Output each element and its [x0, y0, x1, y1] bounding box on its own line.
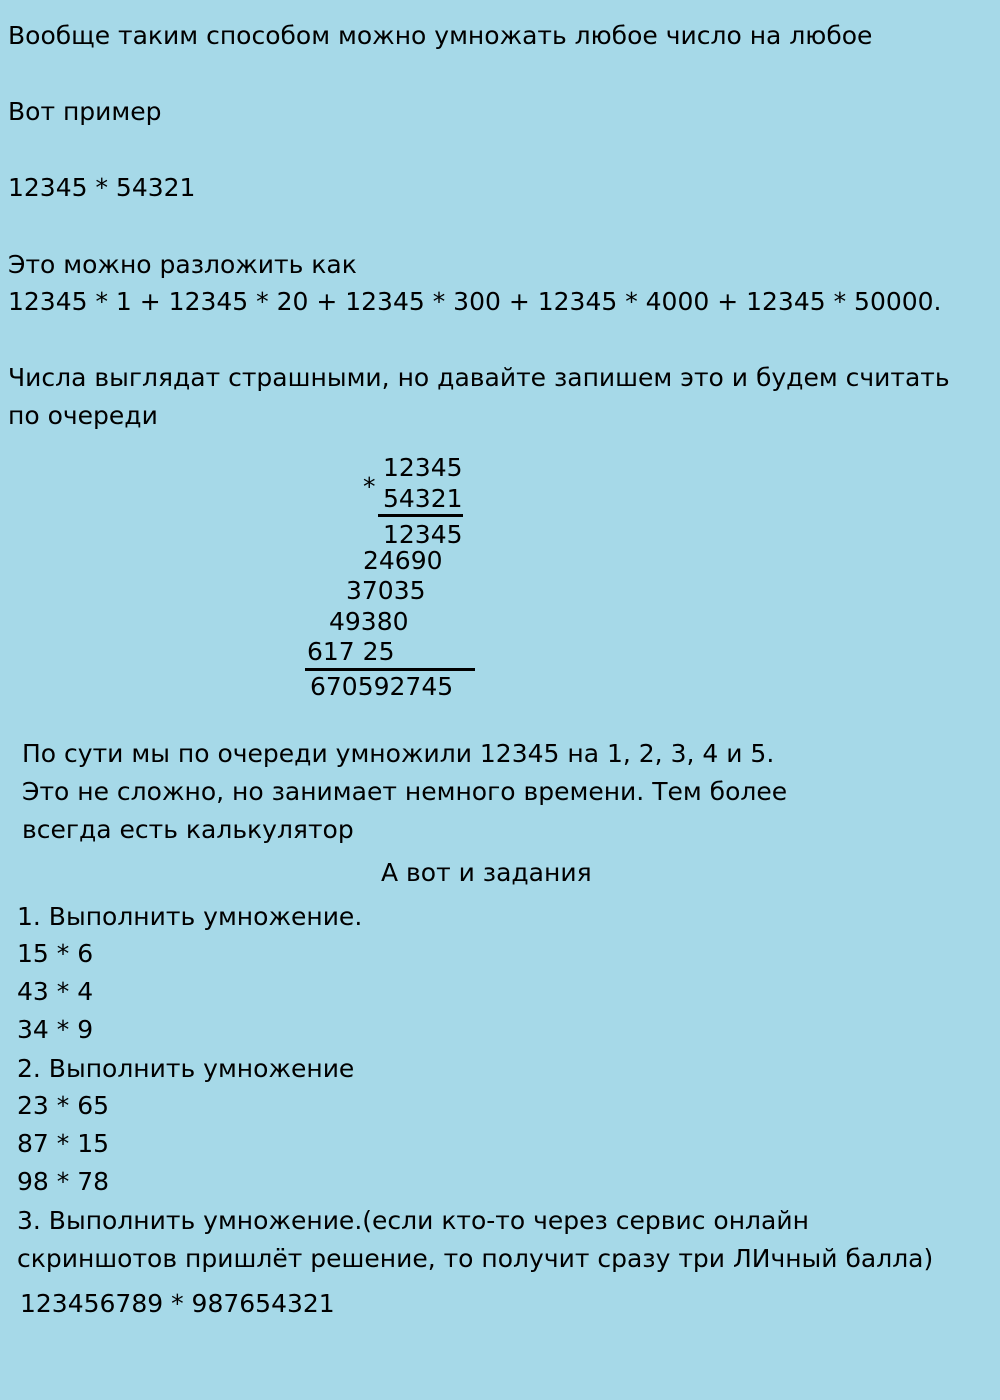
task3-expression: 123456789 * 987654321 — [20, 1289, 335, 1318]
explain-line-1: По сути мы по очереди умножили 12345 на 1, 2, 3, 4 и 5. — [22, 739, 775, 768]
partial-5: 617 25 — [307, 637, 395, 666]
partial-1: 12345 — [383, 520, 463, 549]
decomposition: 12345 * 1 + 12345 * 20 + 12345 * 300 + 12345 * 4000 + 12345 * 50000. — [8, 287, 942, 316]
decompose-label: Это можно разложить как — [8, 250, 357, 279]
task1-item: 43 * 4 — [17, 977, 94, 1006]
task2-item: 87 * 15 — [17, 1129, 110, 1158]
task2-item: 98 * 78 — [17, 1167, 110, 1196]
result: 670592745 — [310, 672, 454, 701]
rule-top — [378, 514, 463, 517]
task2-title: 2. Выполнить умножение — [17, 1054, 355, 1083]
rule-bottom — [305, 668, 475, 671]
example-expression: 12345 * 54321 — [8, 173, 196, 202]
intro-line-2: Вот пример — [8, 97, 162, 126]
partial-3: 37035 — [346, 576, 426, 605]
scary-sentence: Числа выглядат страшными, но давайте запишем это и будем считать по очереди — [8, 363, 950, 430]
task1-item: 34 * 9 — [17, 1015, 94, 1044]
explain-line-2: Это не сложно, но занимает немного времени. Тем более — [22, 777, 788, 806]
task2-item: 23 * 65 — [17, 1091, 110, 1120]
multiplier: 54321 — [383, 484, 463, 513]
task1-title: 1. Выполнить умножение. — [17, 902, 363, 931]
task1-item: 15 * 6 — [17, 939, 94, 968]
intro-line-1: Вообще таким способом можно умножать любое число на любое — [8, 21, 873, 50]
task3-title-line-2: скриншотов пришлёт решение, то получит сразу три ЛИчный балла) — [17, 1244, 934, 1273]
explain-line-3: всегда есть калькулятор — [22, 815, 354, 844]
tasks-heading: А вот и задания — [381, 858, 592, 887]
multiply-sign: * — [363, 472, 376, 501]
task3-title-line-1: 3. Выполнить умножение.(если кто-то через сервис онлайн — [17, 1206, 809, 1235]
partial-2: 24690 — [363, 546, 443, 575]
partial-4: 49380 — [329, 607, 409, 636]
multiplicand: 12345 — [383, 453, 463, 482]
